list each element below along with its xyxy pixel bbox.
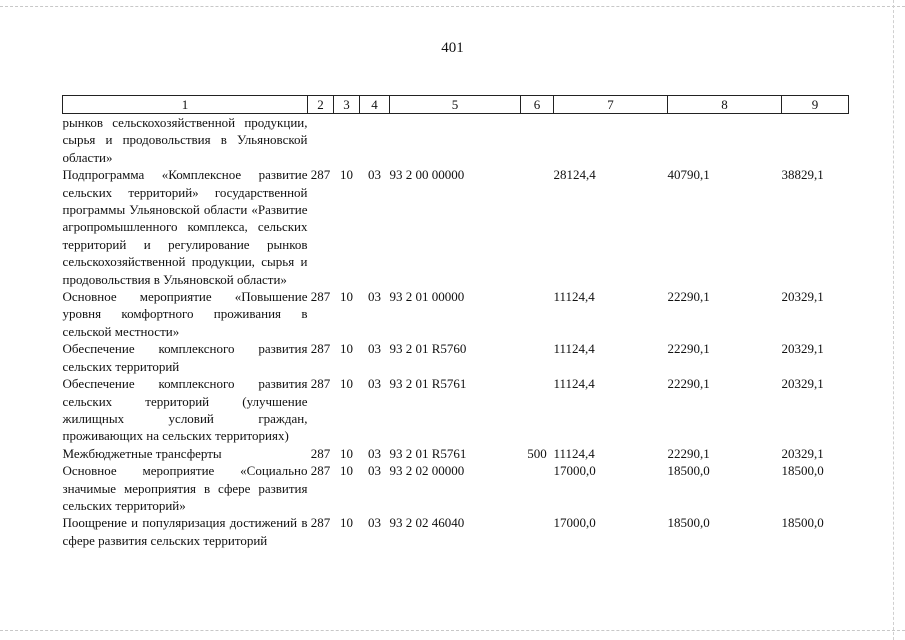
row-target-article: 93 2 01 00000 xyxy=(389,289,465,305)
row-code-section: 10 xyxy=(340,445,353,461)
table-row xyxy=(63,462,849,514)
row-target-article: 93 2 01 R5761 xyxy=(389,445,467,461)
table-row xyxy=(63,288,849,340)
row-amount-col9 xyxy=(782,114,849,167)
row-expense-type xyxy=(521,114,554,167)
table-row xyxy=(63,375,849,445)
budget-table xyxy=(62,95,849,549)
row-amount-col9: 20329,1 xyxy=(781,341,824,357)
row-amount-col7: 11124,4 xyxy=(553,289,595,305)
row-target-article xyxy=(390,114,521,167)
row-amount-col9: 38829,1 xyxy=(781,167,824,183)
row-code-subsection: 03 xyxy=(368,445,381,461)
row-expense-type xyxy=(521,514,554,549)
row-amount-col7: 11124,4 xyxy=(553,341,595,357)
page-number: 401 xyxy=(441,40,464,56)
row-amount-col9: 20329,1 xyxy=(781,289,824,305)
column-header: 5 xyxy=(390,96,521,114)
row-amount-col7: 28124,4 xyxy=(553,167,596,183)
row-code-ministry: 287 xyxy=(310,445,331,461)
column-header: 1 xyxy=(63,96,308,114)
table-row xyxy=(63,340,849,375)
row-target-article: 93 2 02 46040 xyxy=(389,515,465,531)
row-amount-col7: 17000,0 xyxy=(553,463,596,479)
table-row xyxy=(63,166,849,288)
row-amount-col9: 18500,0 xyxy=(781,463,824,479)
table-row xyxy=(63,114,849,167)
row-name: рынков сельскохозяйственной продукции, сырья и продовольствия в Ульяновской области» xyxy=(62,115,308,165)
row-amount-col7 xyxy=(554,114,668,167)
column-header: 2 xyxy=(308,96,334,114)
row-code-subsection xyxy=(360,114,390,167)
row-target-article: 93 2 02 00000 xyxy=(389,463,465,479)
row-name: Поощрение и популяризация достижений в сфере развития сельских территорий xyxy=(62,515,308,548)
row-expense-type xyxy=(521,288,554,340)
row-amount-col9: 18500,0 xyxy=(781,515,824,531)
scan-edge-top xyxy=(0,6,905,7)
row-expense-type xyxy=(521,375,554,445)
row-code-section: 10 xyxy=(340,463,353,479)
row-code-subsection: 03 xyxy=(368,463,381,479)
row-amount-col8: 22290,1 xyxy=(667,341,710,357)
row-code-subsection: 03 xyxy=(368,341,381,357)
column-header: 4 xyxy=(360,96,390,114)
row-expense-type: 500 xyxy=(527,445,547,461)
row-amount-col7: 11124,4 xyxy=(553,445,595,461)
row-target-article: 93 2 01 R5760 xyxy=(389,341,467,357)
table-header-row xyxy=(63,96,849,114)
scan-edge-right xyxy=(893,0,894,640)
table-row xyxy=(63,445,849,462)
row-code-ministry: 287 xyxy=(310,463,331,479)
column-header: 3 xyxy=(334,96,360,114)
row-code-section: 10 xyxy=(340,289,353,305)
row-amount-col8: 22290,1 xyxy=(667,445,710,461)
row-code-section: 10 xyxy=(340,515,353,531)
row-amount-col8: 22290,1 xyxy=(667,289,710,305)
row-name: Обеспечение комплексного развития сельских территорий xyxy=(62,341,308,374)
row-amount-col8 xyxy=(668,114,782,167)
row-target-article: 93 2 00 00000 xyxy=(389,167,465,183)
column-header: 9 xyxy=(782,96,849,114)
row-code-section: 10 xyxy=(340,376,353,392)
row-amount-col8: 18500,0 xyxy=(667,463,710,479)
column-header: 7 xyxy=(554,96,668,114)
row-code-ministry: 287 xyxy=(310,515,331,531)
row-name: Подпрограмма «Комплексное развитие сельских территорий» государственной программы Ульяновской области «Развитие агропромышленного комплекса, сельских территорий и регулирование рынков сельскохозяйственной продукции, сырья и продовольствия в Ульяновской области» xyxy=(62,167,308,287)
row-code-ministry: 287 xyxy=(310,376,331,392)
row-expense-type xyxy=(521,340,554,375)
row-code-ministry: 287 xyxy=(310,289,331,305)
row-code-ministry: 287 xyxy=(310,341,331,357)
row-expense-type xyxy=(521,166,554,288)
row-amount-col8: 18500,0 xyxy=(667,515,710,531)
row-amount-col8: 40790,1 xyxy=(667,167,710,183)
row-code-subsection: 03 xyxy=(368,376,381,392)
row-target-article: 93 2 01 R5761 xyxy=(389,376,467,392)
row-code-subsection: 03 xyxy=(368,167,381,183)
row-expense-type xyxy=(521,462,554,514)
row-amount-col8: 22290,1 xyxy=(667,376,710,392)
row-code-section xyxy=(334,114,360,167)
row-name: Основное мероприятие «Социально значимые мероприятия в сфере развития сельских территорий» xyxy=(62,463,308,513)
column-header: 6 xyxy=(521,96,554,114)
scan-edge-bottom xyxy=(0,630,905,631)
row-name: Обеспечение комплексного развития сельских территорий (улучшение жилищных условий граждан, проживающих на сельских территориях) xyxy=(62,376,308,444)
row-code-ministry: 287 xyxy=(310,167,331,183)
row-amount-col9: 20329,1 xyxy=(781,376,824,392)
row-amount-col9: 20329,1 xyxy=(781,445,824,461)
row-amount-col7: 17000,0 xyxy=(553,515,596,531)
row-code-section: 10 xyxy=(340,167,353,183)
table-row xyxy=(63,514,849,549)
row-name: Основное мероприятие «Повышение уровня комфортного проживания в сельской местности» xyxy=(62,289,308,339)
row-code-section: 10 xyxy=(340,341,353,357)
row-code-subsection: 03 xyxy=(368,289,381,305)
row-code-ministry xyxy=(308,114,334,167)
column-header: 8 xyxy=(668,96,782,114)
row-code-subsection: 03 xyxy=(368,515,381,531)
row-name: Межбюджетные трансферты xyxy=(62,445,222,461)
row-amount-col7: 11124,4 xyxy=(553,376,595,392)
